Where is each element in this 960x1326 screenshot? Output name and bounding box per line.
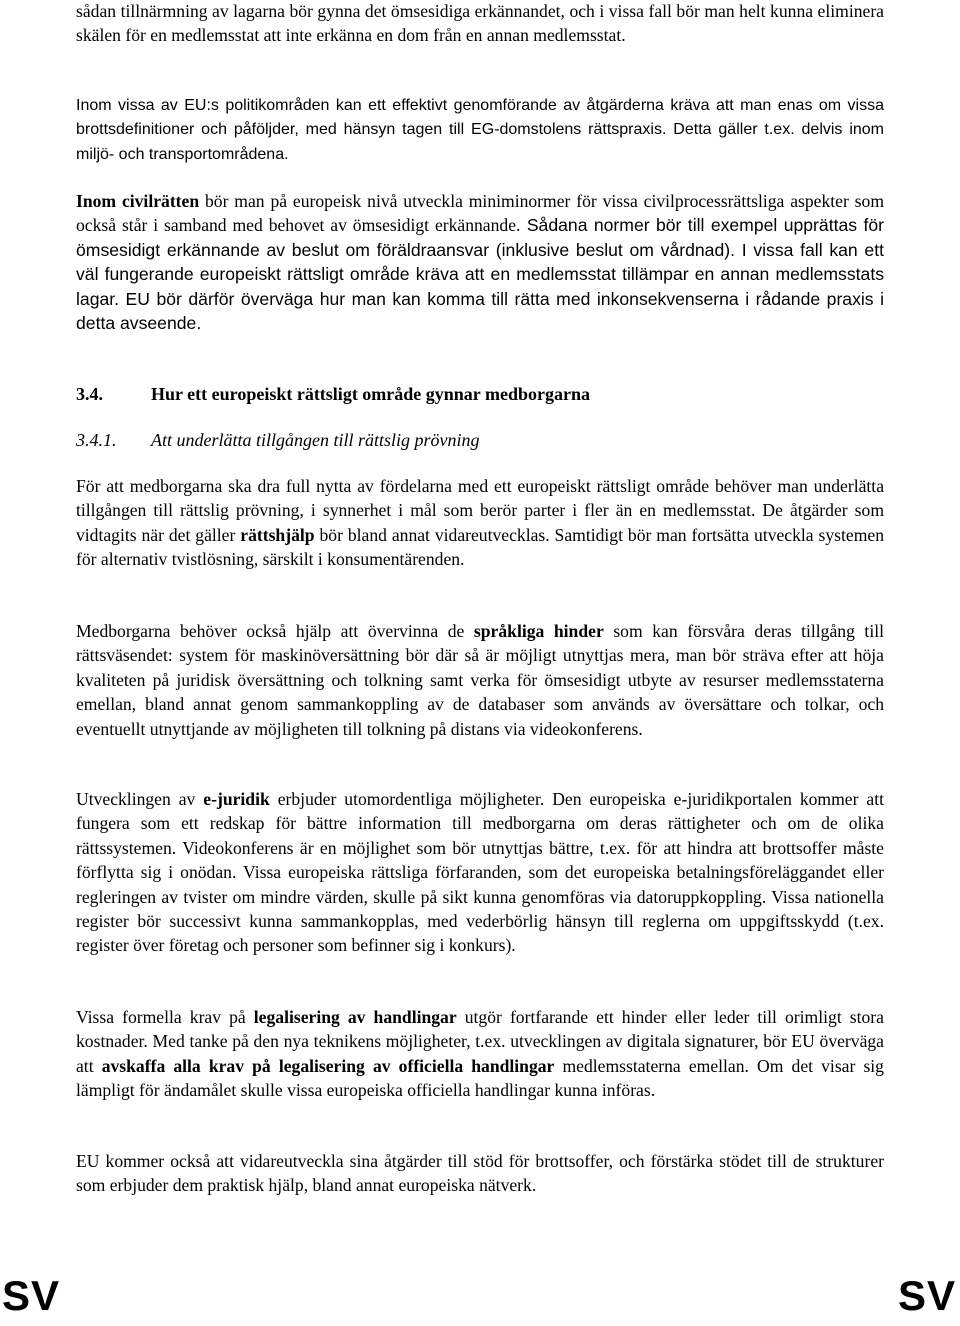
section-heading-3-4: [76, 382, 884, 406]
text-run: Medborgarna behöver också hjälp att övervinna de: [76, 621, 474, 641]
text-run: För att medborgarna ska dra full nytta av fördelarna med ett europeiskt rättsligt område behöver man underlätta tillgången till rättslig prövning, i synnerhet i mål som berör parter i fler än en medlemsstat. De åtgärder som vidtagits när det gäller: [76, 476, 884, 545]
paragraph-access-to-justice: [76, 474, 884, 572]
paragraph-mutual-recognition-continued: [76, 0, 884, 48]
text-run: som kan försvåra deras tillgång till rättsväsendet: system för maskinöversättning bör där så är möjligt utnyttjas mera, man bör sträva efter att höja kvaliteten på juridisk översättning och tolkning samt verka för ömsesidigt utbyte av resurser medlemsstaterna emellan, bland annat genom sammankoppling av de databaser som används av översättare och tolkar, och eventuellt utnyttjande av möjligheten till tolkning på distans via videokonferens.: [76, 621, 884, 739]
subsection-heading-3-4-1: [76, 428, 884, 452]
bold-term-avskaffa-krav: avskaffa alla krav på legalisering av officiella handlingar: [101, 1055, 555, 1076]
paragraph-e-justice: [76, 787, 884, 958]
subsection-number: 3.4.1.: [76, 430, 117, 450]
subsection-title: Att underlätta tillgången till rättslig prövning: [151, 430, 480, 450]
paragraph-criminal-definitions: [76, 94, 884, 167]
text-run: EU kommer också att vidareutveckla sina åtgärder till stöd för brottsoffer, och förstärka stödet till de strukturer som erbjuder dem praktisk hjälp, bland annat europeiska nätverk.: [76, 1151, 884, 1196]
text-run: Vissa formella krav på: [76, 1007, 254, 1027]
text-run: sådan tillnärmning av lagarna bör gynna det ömsesidiga erkännandet, och i vissa fall bör man helt kunna eliminera skälen för en medlemsstat att inte erkänna en dom från en annan medlemsstat.: [76, 1, 884, 46]
text-run: Utvecklingen av: [76, 789, 204, 809]
text-run: bör man på europeisk nivå utveckla miniminormer för vissa civilprocessrättsliga aspekter som också står i samband med behovet av ömsesidigt erkännande.: [76, 191, 885, 236]
section-title: Hur ett europeiskt rättsligt område gynnar medborgarna: [151, 384, 590, 404]
bold-term-sprakliga-hinder: språkliga hinder: [473, 621, 604, 641]
paragraph-legalisation: [76, 1005, 884, 1103]
text-run: Inom vissa av EU:s politikområden kan ett effektivt genomförande av åtgärderna kräva att man enas om vissa brottsdefinitioner och påföljder, med hänsyn tagen till EG-domstolens rättspraxis. Detta gäller t.ex. delvis inom miljö- och transportområdena.: [76, 97, 884, 163]
bold-term-e-juridik: e-juridik: [203, 789, 270, 809]
text-run: utgör fortfarande ett hinder eller leder till orimligt stora kostnader. Med tanke på den nya teknikens möjligheter, t.ex. utvecklingen av digitala signaturer, bör EU överväga att: [76, 1007, 884, 1076]
paragraph-civil-law: [76, 189, 884, 335]
text-run: bör bland annat vidareutvecklas. Samtidigt bör man fortsätta utveckla systemen för alternativ tvistlösning, särskilt i konsumentärenden.: [76, 524, 885, 570]
section-number: 3.4.: [76, 384, 103, 404]
text-run: Sådana normer bör till exempel upprättas för ömsesidigt erkännande av beslut om föräldraansvar (inklusive beslut om vårdnad). I vissa fall kan ett väl fungerande europeiskt rättsligt område kräva att en medlemsstat tillämpar en annan medlemsstats lagar. EU bör därför överväga hur man kan komma till rätta med inkonsekvenserna i rådande praxis i detta avseende.: [76, 215, 884, 334]
bold-term-rattshjalp: rättshjälp: [240, 524, 315, 545]
footer-language-code-left: SV: [2, 1272, 61, 1319]
footer-language-code-right: SV: [897, 1272, 956, 1319]
bold-term-legalisering: legalisering av handlingar: [253, 1007, 457, 1027]
bold-term-civilratten: Inom civilrätten: [76, 191, 200, 211]
text-run: erbjuder utomordentliga möjligheter. Den europeiska e-juridikportalen kommer att fungera som ett redskap för bättre information till medborgarna om deras rättigheter och om de olika rättssystemen. Videokonferens är en möjlighet som bör utnyttjas bättre, t.ex. för att hindra att brottsoffer måste förflytta sig i onödan. Vissa europeiska rättsliga förfaranden, som det europeiska betalningsföreläggandet eller regleringen av tvister om mindre värden, skulle på sikt kunna genomföras via datoruppkoppling. Vissa nationella register bör successivt kunna sammankopplas, med vederbörlig hänsyn till reglerna om uppgiftsskydd (t.ex. register över företag och personer som befinner sig i konkurs).: [76, 789, 884, 956]
paragraph-language-barriers: [76, 619, 884, 741]
paragraph-victims-support: [76, 1149, 884, 1198]
text-run: medlemsstaterna emellan. Om det visar sig lämpligt för ändamålet skulle vissa europeiska officiella handlingar kunna införas.: [76, 1055, 884, 1101]
